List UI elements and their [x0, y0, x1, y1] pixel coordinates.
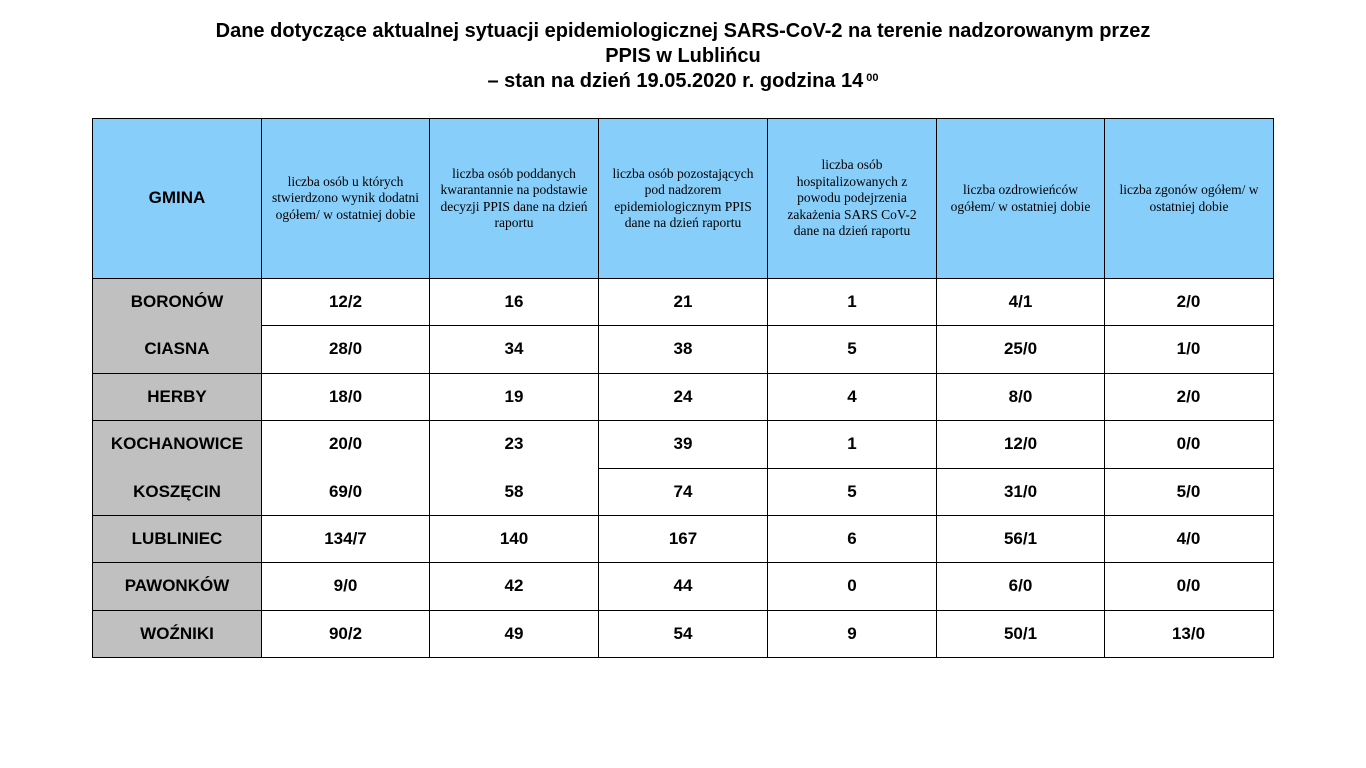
table-cell: 54: [673, 624, 693, 643]
table-cell: 4/1: [1008, 292, 1033, 311]
table-cell: 38: [673, 339, 693, 358]
table-cell: 90/2: [328, 624, 363, 643]
table-cell: 0/0: [1176, 434, 1201, 453]
gmina-name: LUBLINIEC: [131, 529, 223, 548]
table-cell: 0: [847, 576, 857, 595]
gmina-name: HERBY: [147, 387, 207, 406]
title-line-3: [0, 69, 1366, 94]
gmina-name: CIASNA: [144, 339, 210, 358]
gmina-name: KOCHANOWICE: [110, 434, 244, 453]
table-cell: 49: [504, 624, 524, 643]
table-cell: 56/1: [1003, 529, 1038, 548]
table-cell: 39: [673, 434, 693, 453]
title-hour-superscript: 00: [866, 72, 879, 84]
header-gmina: GMINA: [148, 188, 206, 208]
gmina-name: WOŹNIKI: [140, 624, 214, 643]
header-quarantine: liczba osób poddanych kwarantannie na podstawie decyzji PPIS dane na dzień raportu: [440, 165, 588, 230]
covid-data-table: [92, 118, 1274, 658]
header-deaths: liczba zgonów ogółem/ w ostatniej dobie: [1119, 182, 1259, 214]
table-cell: 12/0: [1003, 434, 1038, 453]
table-cell: 134/7: [324, 529, 367, 548]
title-line-1: Dane dotyczące aktualnej sytuacji epidemiologicznej SARS-CoV-2 na terenie nadzorowanym przez: [215, 20, 1151, 42]
table-cell: 5: [847, 339, 857, 358]
table-cell: 12/2: [328, 292, 363, 311]
table-cell: 9: [847, 624, 857, 643]
table-cell: 1: [847, 292, 857, 311]
table-cell: 24: [673, 387, 693, 406]
table-cell: 140: [499, 529, 529, 548]
title-date-text: – stan na dzień 19.05.2020 r. godzina 14: [487, 70, 864, 92]
table-cell: 6: [847, 529, 857, 548]
table-cell: 1/0: [1176, 339, 1201, 358]
table-cell: 0/0: [1176, 576, 1201, 595]
table-cell: 21: [673, 292, 693, 311]
table-cell: 50/1: [1003, 624, 1038, 643]
table-cell: 6/0: [1008, 576, 1033, 595]
table-cell: 1: [847, 434, 857, 453]
gmina-name: PAWONKÓW: [124, 576, 230, 595]
table-cell: 34: [504, 339, 524, 358]
table-cell: 69/0: [328, 482, 363, 501]
table-cell: 167: [668, 529, 698, 548]
header-positive: liczba osób u których stwierdzono wynik dodatni ogółem/ w ostatniej dobie: [272, 173, 419, 222]
table-cell: 4/0: [1176, 529, 1201, 548]
table-cell: 2/0: [1176, 387, 1201, 406]
table-cell: 44: [673, 576, 693, 595]
title-line-2: PPIS w Lublińcu: [605, 45, 761, 67]
table-cell: 2/0: [1176, 292, 1201, 311]
table-cell: 23: [504, 434, 524, 453]
table-cell: 28/0: [328, 339, 363, 358]
table-cell: 4: [847, 387, 857, 406]
table-cell: 58: [504, 482, 524, 501]
table-cell: 5: [847, 482, 857, 501]
table-cell: 18/0: [328, 387, 363, 406]
gmina-name: KOSZĘCIN: [133, 482, 221, 501]
page-title: [0, 19, 1366, 94]
table-cell: 16: [504, 292, 524, 311]
table-cell: 74: [673, 482, 693, 501]
table-cell: 5/0: [1176, 482, 1201, 501]
table-cell: 20/0: [328, 434, 363, 453]
table-cell: 42: [504, 576, 524, 595]
table-cell: 9/0: [333, 576, 358, 595]
table-cell: 8/0: [1008, 387, 1033, 406]
table-cell: 31/0: [1003, 482, 1038, 501]
header-supervision: liczba osób pozostających pod nadzorem epidemiologicznym PPIS dane na dzień raportu: [612, 165, 754, 230]
table-cell: 19: [504, 387, 524, 406]
table-cell: 25/0: [1003, 339, 1038, 358]
gmina-name: BORONÓW: [130, 292, 224, 311]
header-hospitalized: liczba osób hospitalizowanych z powodu podejrzenia zakażenia SARS CoV-2 dane na dzień raportu: [787, 157, 917, 239]
table-cell: 13/0: [1171, 624, 1206, 643]
header-recovered: liczba ozdrowieńców ogółem/ w ostatniej dobie: [950, 182, 1091, 214]
